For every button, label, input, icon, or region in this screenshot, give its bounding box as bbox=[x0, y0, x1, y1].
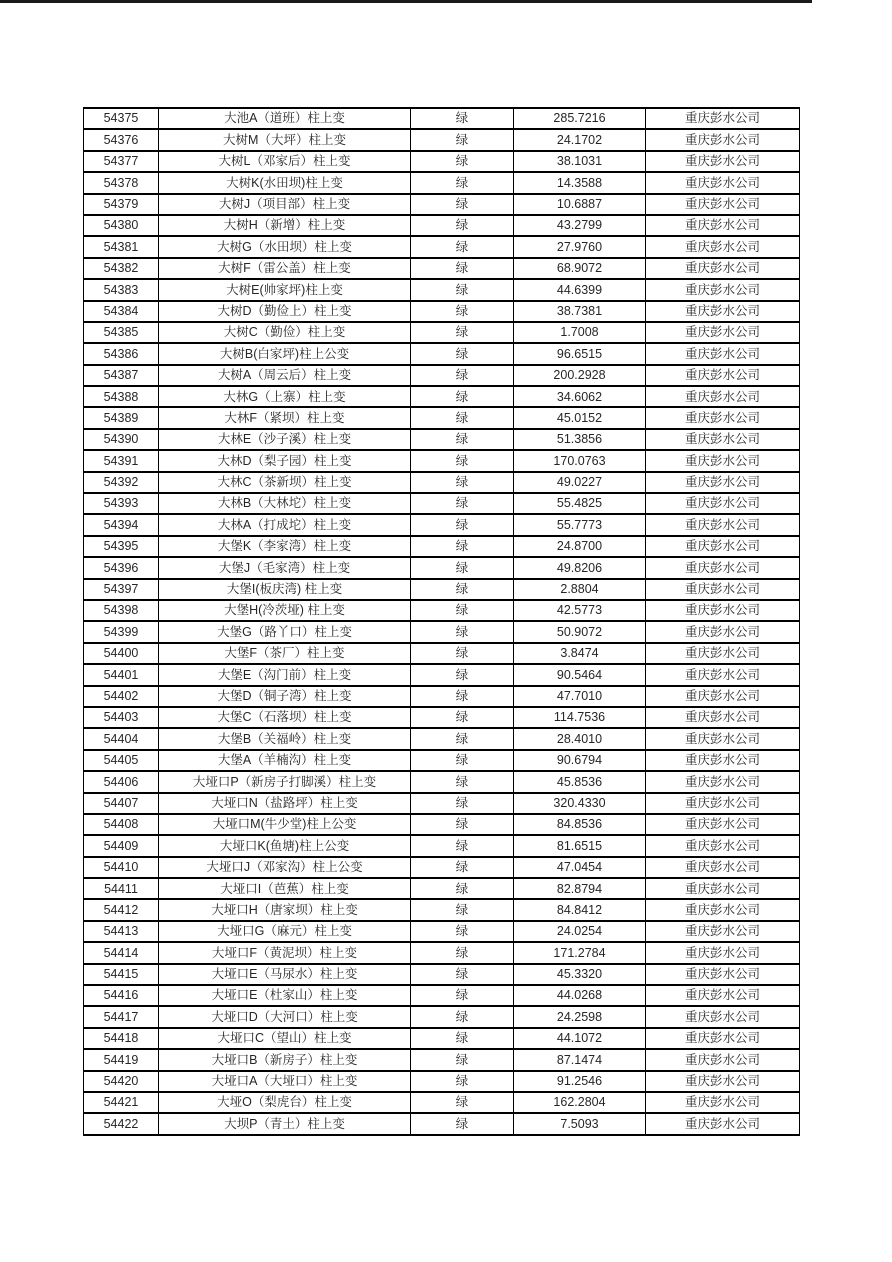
cell-status: 绿 bbox=[411, 964, 514, 985]
cell-transformer-name: 大垭口E（马尿水）柱上变 bbox=[159, 964, 411, 985]
cell-company: 重庆彭水公司 bbox=[646, 664, 800, 685]
cell-value: 45.0152 bbox=[514, 407, 646, 428]
cell-record-id: 54421 bbox=[84, 1092, 159, 1113]
cell-value: 38.1031 bbox=[514, 151, 646, 172]
table-row bbox=[84, 407, 800, 428]
cell-company: 重庆彭水公司 bbox=[646, 151, 800, 172]
cell-record-id: 54412 bbox=[84, 899, 159, 920]
table-row bbox=[84, 108, 800, 129]
cell-company: 重庆彭水公司 bbox=[646, 728, 800, 749]
table-row bbox=[84, 686, 800, 707]
cell-status: 绿 bbox=[411, 386, 514, 407]
cell-status: 绿 bbox=[411, 258, 514, 279]
cell-company: 重庆彭水公司 bbox=[646, 814, 800, 835]
cell-transformer-name: 大堡F（茶厂）柱上变 bbox=[159, 643, 411, 664]
table-row bbox=[84, 1006, 800, 1027]
cell-value: 42.5773 bbox=[514, 600, 646, 621]
cell-transformer-name: 大树A（周云后）柱上变 bbox=[159, 365, 411, 386]
table-row bbox=[84, 343, 800, 364]
cell-value: 47.7010 bbox=[514, 686, 646, 707]
cell-company: 重庆彭水公司 bbox=[646, 129, 800, 150]
cell-value: 320.4330 bbox=[514, 793, 646, 814]
cell-company: 重庆彭水公司 bbox=[646, 793, 800, 814]
cell-record-id: 54420 bbox=[84, 1071, 159, 1092]
cell-status: 绿 bbox=[411, 857, 514, 878]
cell-company: 重庆彭水公司 bbox=[646, 108, 800, 129]
cell-company: 重庆彭水公司 bbox=[646, 1092, 800, 1113]
cell-record-id: 54381 bbox=[84, 236, 159, 257]
cell-status: 绿 bbox=[411, 472, 514, 493]
cell-value: 49.0227 bbox=[514, 472, 646, 493]
cell-status: 绿 bbox=[411, 557, 514, 578]
table-row bbox=[84, 814, 800, 835]
cell-status: 绿 bbox=[411, 279, 514, 300]
cell-record-id: 54393 bbox=[84, 493, 159, 514]
cell-transformer-name: 大堡H(冷茨垭) 柱上变 bbox=[159, 600, 411, 621]
cell-transformer-name: 大垭口I（芭蕉）柱上变 bbox=[159, 878, 411, 899]
table-row bbox=[84, 771, 800, 792]
cell-value: 200.2928 bbox=[514, 365, 646, 386]
cell-status: 绿 bbox=[411, 129, 514, 150]
cell-company: 重庆彭水公司 bbox=[646, 1071, 800, 1092]
cell-value: 24.8700 bbox=[514, 536, 646, 557]
cell-record-id: 54390 bbox=[84, 429, 159, 450]
cell-value: 38.7381 bbox=[514, 301, 646, 322]
cell-record-id: 54378 bbox=[84, 172, 159, 193]
table-row bbox=[84, 514, 800, 535]
cell-value: 81.6515 bbox=[514, 835, 646, 856]
cell-transformer-name: 大堡G（路丫口）柱上变 bbox=[159, 621, 411, 642]
cell-transformer-name: 大垭口N（盐路坪）柱上变 bbox=[159, 793, 411, 814]
cell-value: 44.1072 bbox=[514, 1028, 646, 1049]
cell-status: 绿 bbox=[411, 493, 514, 514]
cell-company: 重庆彭水公司 bbox=[646, 899, 800, 920]
table-row bbox=[84, 942, 800, 963]
cell-record-id: 54422 bbox=[84, 1113, 159, 1134]
cell-record-id: 54383 bbox=[84, 279, 159, 300]
cell-transformer-name: 大垭口A（大垭口）柱上变 bbox=[159, 1071, 411, 1092]
cell-company: 重庆彭水公司 bbox=[646, 921, 800, 942]
cell-value: 55.4825 bbox=[514, 493, 646, 514]
cell-transformer-name: 大垭口J（邓家沟）柱上公变 bbox=[159, 857, 411, 878]
cell-value: 170.0763 bbox=[514, 450, 646, 471]
table-row bbox=[84, 450, 800, 471]
table-body bbox=[84, 108, 800, 1135]
cell-company: 重庆彭水公司 bbox=[646, 707, 800, 728]
table-row bbox=[84, 472, 800, 493]
table-row bbox=[84, 258, 800, 279]
cell-record-id: 54415 bbox=[84, 964, 159, 985]
cell-value: 14.3588 bbox=[514, 172, 646, 193]
cell-company: 重庆彭水公司 bbox=[646, 407, 800, 428]
cell-value: 171.2784 bbox=[514, 942, 646, 963]
cell-status: 绿 bbox=[411, 1028, 514, 1049]
cell-status: 绿 bbox=[411, 108, 514, 129]
cell-record-id: 54414 bbox=[84, 942, 159, 963]
cell-record-id: 54395 bbox=[84, 536, 159, 557]
cell-value: 43.2799 bbox=[514, 215, 646, 236]
cell-transformer-name: 大垭口F（黄泥坝）柱上变 bbox=[159, 942, 411, 963]
cell-company: 重庆彭水公司 bbox=[646, 857, 800, 878]
table-row bbox=[84, 279, 800, 300]
cell-record-id: 54416 bbox=[84, 985, 159, 1006]
cell-status: 绿 bbox=[411, 664, 514, 685]
cell-status: 绿 bbox=[411, 942, 514, 963]
cell-transformer-name: 大树E(帅家坪)柱上变 bbox=[159, 279, 411, 300]
cell-record-id: 54406 bbox=[84, 771, 159, 792]
cell-value: 90.6794 bbox=[514, 750, 646, 771]
cell-transformer-name: 大树D（勤俭上）柱上变 bbox=[159, 301, 411, 322]
cell-transformer-name: 大垭口P（新房子打脚溪）柱上变 bbox=[159, 771, 411, 792]
cell-value: 285.7216 bbox=[514, 108, 646, 129]
cell-status: 绿 bbox=[411, 814, 514, 835]
table-row bbox=[84, 600, 800, 621]
cell-company: 重庆彭水公司 bbox=[646, 386, 800, 407]
cell-company: 重庆彭水公司 bbox=[646, 429, 800, 450]
cell-record-id: 54398 bbox=[84, 600, 159, 621]
cell-transformer-name: 大垭口G（麻元）柱上变 bbox=[159, 921, 411, 942]
cell-company: 重庆彭水公司 bbox=[646, 236, 800, 257]
cell-value: 82.8794 bbox=[514, 878, 646, 899]
table-row bbox=[84, 750, 800, 771]
cell-company: 重庆彭水公司 bbox=[646, 450, 800, 471]
table-row bbox=[84, 1092, 800, 1113]
cell-record-id: 54419 bbox=[84, 1049, 159, 1070]
cell-transformer-name: 大垭口K(鱼塘)柱上公变 bbox=[159, 835, 411, 856]
cell-status: 绿 bbox=[411, 835, 514, 856]
cell-status: 绿 bbox=[411, 621, 514, 642]
cell-company: 重庆彭水公司 bbox=[646, 621, 800, 642]
cell-status: 绿 bbox=[411, 600, 514, 621]
cell-transformer-name: 大堡D（铜子湾）柱上变 bbox=[159, 686, 411, 707]
table-row bbox=[84, 1113, 800, 1134]
cell-record-id: 54394 bbox=[84, 514, 159, 535]
cell-company: 重庆彭水公司 bbox=[646, 514, 800, 535]
cell-company: 重庆彭水公司 bbox=[646, 493, 800, 514]
cell-company: 重庆彭水公司 bbox=[646, 600, 800, 621]
cell-company: 重庆彭水公司 bbox=[646, 1006, 800, 1027]
table-row bbox=[84, 793, 800, 814]
table-row bbox=[84, 643, 800, 664]
cell-record-id: 54407 bbox=[84, 793, 159, 814]
cell-transformer-name: 大林G（上寨）柱上变 bbox=[159, 386, 411, 407]
cell-transformer-name: 大堡B（关福岭）柱上变 bbox=[159, 728, 411, 749]
cell-company: 重庆彭水公司 bbox=[646, 750, 800, 771]
cell-value: 87.1474 bbox=[514, 1049, 646, 1070]
cell-company: 重庆彭水公司 bbox=[646, 557, 800, 578]
cell-transformer-name: 大堡K（李家湾）柱上变 bbox=[159, 536, 411, 557]
table-row bbox=[84, 1049, 800, 1070]
cell-value: 3.8474 bbox=[514, 643, 646, 664]
cell-company: 重庆彭水公司 bbox=[646, 878, 800, 899]
cell-company: 重庆彭水公司 bbox=[646, 1028, 800, 1049]
cell-transformer-name: 大林C（茶新坝）柱上变 bbox=[159, 472, 411, 493]
cell-status: 绿 bbox=[411, 172, 514, 193]
cell-value: 2.8804 bbox=[514, 579, 646, 600]
cell-transformer-name: 大垭口H（唐家坝）柱上变 bbox=[159, 899, 411, 920]
cell-record-id: 54391 bbox=[84, 450, 159, 471]
table-row bbox=[84, 964, 800, 985]
cell-transformer-name: 大林B（大林坨）柱上变 bbox=[159, 493, 411, 514]
cell-value: 7.5093 bbox=[514, 1113, 646, 1134]
cell-record-id: 54403 bbox=[84, 707, 159, 728]
cell-company: 重庆彭水公司 bbox=[646, 942, 800, 963]
cell-record-id: 54384 bbox=[84, 301, 159, 322]
cell-record-id: 54405 bbox=[84, 750, 159, 771]
cell-status: 绿 bbox=[411, 921, 514, 942]
cell-record-id: 54404 bbox=[84, 728, 159, 749]
cell-status: 绿 bbox=[411, 1113, 514, 1134]
cell-company: 重庆彭水公司 bbox=[646, 194, 800, 215]
cell-record-id: 54375 bbox=[84, 108, 159, 129]
cell-status: 绿 bbox=[411, 301, 514, 322]
cell-transformer-name: 大堡E（沟门前）柱上变 bbox=[159, 664, 411, 685]
cell-company: 重庆彭水公司 bbox=[646, 1113, 800, 1134]
cell-transformer-name: 大池A（道班）柱上变 bbox=[159, 108, 411, 129]
cell-value: 90.5464 bbox=[514, 664, 646, 685]
cell-record-id: 54380 bbox=[84, 215, 159, 236]
cell-transformer-name: 大树C（勤俭）柱上变 bbox=[159, 322, 411, 343]
cell-value: 27.9760 bbox=[514, 236, 646, 257]
cell-value: 50.9072 bbox=[514, 621, 646, 642]
cell-transformer-name: 大树F（雷公盖）柱上变 bbox=[159, 258, 411, 279]
cell-company: 重庆彭水公司 bbox=[646, 343, 800, 364]
cell-value: 96.6515 bbox=[514, 343, 646, 364]
cell-status: 绿 bbox=[411, 365, 514, 386]
cell-value: 34.6062 bbox=[514, 386, 646, 407]
table-row bbox=[84, 664, 800, 685]
cell-value: 47.0454 bbox=[514, 857, 646, 878]
cell-transformer-name: 大树H（新增）柱上变 bbox=[159, 215, 411, 236]
cell-status: 绿 bbox=[411, 1049, 514, 1070]
cell-transformer-name: 大树G（水田坝）柱上变 bbox=[159, 236, 411, 257]
cell-transformer-name: 大垭O（梨虎台）柱上变 bbox=[159, 1092, 411, 1113]
cell-company: 重庆彭水公司 bbox=[646, 835, 800, 856]
cell-record-id: 54402 bbox=[84, 686, 159, 707]
cell-value: 68.9072 bbox=[514, 258, 646, 279]
cell-transformer-name: 大垭口M(牛少堂)柱上公变 bbox=[159, 814, 411, 835]
table-row bbox=[84, 728, 800, 749]
cell-status: 绿 bbox=[411, 878, 514, 899]
cell-status: 绿 bbox=[411, 793, 514, 814]
cell-record-id: 54388 bbox=[84, 386, 159, 407]
cell-transformer-name: 大树J（项目部）柱上变 bbox=[159, 194, 411, 215]
table-row bbox=[84, 301, 800, 322]
cell-record-id: 54386 bbox=[84, 343, 159, 364]
cell-status: 绿 bbox=[411, 771, 514, 792]
cell-record-id: 54387 bbox=[84, 365, 159, 386]
top-border-strip bbox=[0, 0, 812, 3]
cell-transformer-name: 大林D（梨子园）柱上变 bbox=[159, 450, 411, 471]
cell-status: 绿 bbox=[411, 985, 514, 1006]
cell-status: 绿 bbox=[411, 322, 514, 343]
cell-transformer-name: 大堡I(板庆湾) 柱上变 bbox=[159, 579, 411, 600]
cell-value: 44.0268 bbox=[514, 985, 646, 1006]
cell-company: 重庆彭水公司 bbox=[646, 172, 800, 193]
cell-value: 28.4010 bbox=[514, 728, 646, 749]
cell-record-id: 54392 bbox=[84, 472, 159, 493]
cell-value: 10.6887 bbox=[514, 194, 646, 215]
cell-company: 重庆彭水公司 bbox=[646, 215, 800, 236]
cell-status: 绿 bbox=[411, 899, 514, 920]
cell-status: 绿 bbox=[411, 579, 514, 600]
cell-status: 绿 bbox=[411, 1092, 514, 1113]
cell-company: 重庆彭水公司 bbox=[646, 686, 800, 707]
cell-status: 绿 bbox=[411, 1071, 514, 1092]
cell-transformer-name: 大垭口E（杜家山）柱上变 bbox=[159, 985, 411, 1006]
table-row bbox=[84, 536, 800, 557]
cell-value: 91.2546 bbox=[514, 1071, 646, 1092]
cell-transformer-name: 大树B(白家坪)柱上公变 bbox=[159, 343, 411, 364]
table-row bbox=[84, 386, 800, 407]
table-row bbox=[84, 172, 800, 193]
cell-record-id: 54410 bbox=[84, 857, 159, 878]
cell-record-id: 54379 bbox=[84, 194, 159, 215]
table-row bbox=[84, 215, 800, 236]
table-row bbox=[84, 151, 800, 172]
cell-value: 162.2804 bbox=[514, 1092, 646, 1113]
cell-record-id: 54413 bbox=[84, 921, 159, 942]
cell-transformer-name: 大堡J（毛家湾）柱上变 bbox=[159, 557, 411, 578]
cell-transformer-name: 大堡A（羊楠沟）柱上变 bbox=[159, 750, 411, 771]
table-row bbox=[84, 236, 800, 257]
table-row bbox=[84, 429, 800, 450]
cell-value: 44.6399 bbox=[514, 279, 646, 300]
table-row bbox=[84, 129, 800, 150]
table-row bbox=[84, 707, 800, 728]
cell-record-id: 54385 bbox=[84, 322, 159, 343]
table-row bbox=[84, 1028, 800, 1049]
cell-value: 24.0254 bbox=[514, 921, 646, 942]
cell-value: 114.7536 bbox=[514, 707, 646, 728]
cell-record-id: 54408 bbox=[84, 814, 159, 835]
cell-record-id: 54399 bbox=[84, 621, 159, 642]
cell-record-id: 54396 bbox=[84, 557, 159, 578]
cell-status: 绿 bbox=[411, 707, 514, 728]
table-row bbox=[84, 835, 800, 856]
cell-company: 重庆彭水公司 bbox=[646, 771, 800, 792]
cell-company: 重庆彭水公司 bbox=[646, 365, 800, 386]
cell-status: 绿 bbox=[411, 536, 514, 557]
cell-record-id: 54418 bbox=[84, 1028, 159, 1049]
cell-company: 重庆彭水公司 bbox=[646, 1049, 800, 1070]
table-row bbox=[84, 194, 800, 215]
cell-value: 49.8206 bbox=[514, 557, 646, 578]
cell-status: 绿 bbox=[411, 151, 514, 172]
cell-transformer-name: 大坝P（青土）柱上变 bbox=[159, 1113, 411, 1134]
cell-value: 45.3320 bbox=[514, 964, 646, 985]
cell-status: 绿 bbox=[411, 1006, 514, 1027]
cell-status: 绿 bbox=[411, 514, 514, 535]
cell-status: 绿 bbox=[411, 215, 514, 236]
cell-value: 55.7773 bbox=[514, 514, 646, 535]
cell-value: 24.1702 bbox=[514, 129, 646, 150]
cell-company: 重庆彭水公司 bbox=[646, 643, 800, 664]
table-row bbox=[84, 878, 800, 899]
cell-status: 绿 bbox=[411, 194, 514, 215]
cell-record-id: 54401 bbox=[84, 664, 159, 685]
cell-company: 重庆彭水公司 bbox=[646, 301, 800, 322]
cell-status: 绿 bbox=[411, 450, 514, 471]
cell-record-id: 54411 bbox=[84, 878, 159, 899]
cell-transformer-name: 大林F（紧坝）柱上变 bbox=[159, 407, 411, 428]
transformer-record-table bbox=[83, 107, 800, 1136]
cell-transformer-name: 大堡C（石落坝）柱上变 bbox=[159, 707, 411, 728]
cell-company: 重庆彭水公司 bbox=[646, 536, 800, 557]
cell-company: 重庆彭水公司 bbox=[646, 279, 800, 300]
cell-record-id: 54409 bbox=[84, 835, 159, 856]
cell-transformer-name: 大垭口D（大河口）柱上变 bbox=[159, 1006, 411, 1027]
table-row bbox=[84, 899, 800, 920]
cell-status: 绿 bbox=[411, 643, 514, 664]
cell-record-id: 54382 bbox=[84, 258, 159, 279]
cell-record-id: 54400 bbox=[84, 643, 159, 664]
cell-record-id: 54377 bbox=[84, 151, 159, 172]
cell-status: 绿 bbox=[411, 236, 514, 257]
cell-transformer-name: 大树M（大坪）柱上变 bbox=[159, 129, 411, 150]
cell-transformer-name: 大垭口C（望山）柱上变 bbox=[159, 1028, 411, 1049]
cell-value: 24.2598 bbox=[514, 1006, 646, 1027]
table-row bbox=[84, 322, 800, 343]
cell-value: 1.7008 bbox=[514, 322, 646, 343]
table-row bbox=[84, 579, 800, 600]
cell-company: 重庆彭水公司 bbox=[646, 964, 800, 985]
cell-company: 重庆彭水公司 bbox=[646, 322, 800, 343]
cell-record-id: 54417 bbox=[84, 1006, 159, 1027]
cell-status: 绿 bbox=[411, 750, 514, 771]
cell-status: 绿 bbox=[411, 343, 514, 364]
cell-value: 84.8412 bbox=[514, 899, 646, 920]
cell-status: 绿 bbox=[411, 407, 514, 428]
table-row bbox=[84, 493, 800, 514]
cell-transformer-name: 大林A（打成坨）柱上变 bbox=[159, 514, 411, 535]
cell-record-id: 54376 bbox=[84, 129, 159, 150]
table-row bbox=[84, 621, 800, 642]
cell-status: 绿 bbox=[411, 686, 514, 707]
cell-company: 重庆彭水公司 bbox=[646, 579, 800, 600]
cell-company: 重庆彭水公司 bbox=[646, 472, 800, 493]
cell-record-id: 54397 bbox=[84, 579, 159, 600]
cell-status: 绿 bbox=[411, 728, 514, 749]
cell-transformer-name: 大树L（邓家后）柱上变 bbox=[159, 151, 411, 172]
table-row bbox=[84, 857, 800, 878]
cell-transformer-name: 大垭口B（新房子）柱上变 bbox=[159, 1049, 411, 1070]
cell-transformer-name: 大林E（沙子溪）柱上变 bbox=[159, 429, 411, 450]
table-row bbox=[84, 365, 800, 386]
table-row bbox=[84, 1071, 800, 1092]
cell-value: 51.3856 bbox=[514, 429, 646, 450]
cell-record-id: 54389 bbox=[84, 407, 159, 428]
table-row bbox=[84, 921, 800, 942]
table-row bbox=[84, 557, 800, 578]
cell-value: 84.8536 bbox=[514, 814, 646, 835]
table-row bbox=[84, 985, 800, 1006]
cell-status: 绿 bbox=[411, 429, 514, 450]
cell-value: 45.8536 bbox=[514, 771, 646, 792]
cell-company: 重庆彭水公司 bbox=[646, 258, 800, 279]
cell-transformer-name: 大树K(水田坝)柱上变 bbox=[159, 172, 411, 193]
cell-company: 重庆彭水公司 bbox=[646, 985, 800, 1006]
